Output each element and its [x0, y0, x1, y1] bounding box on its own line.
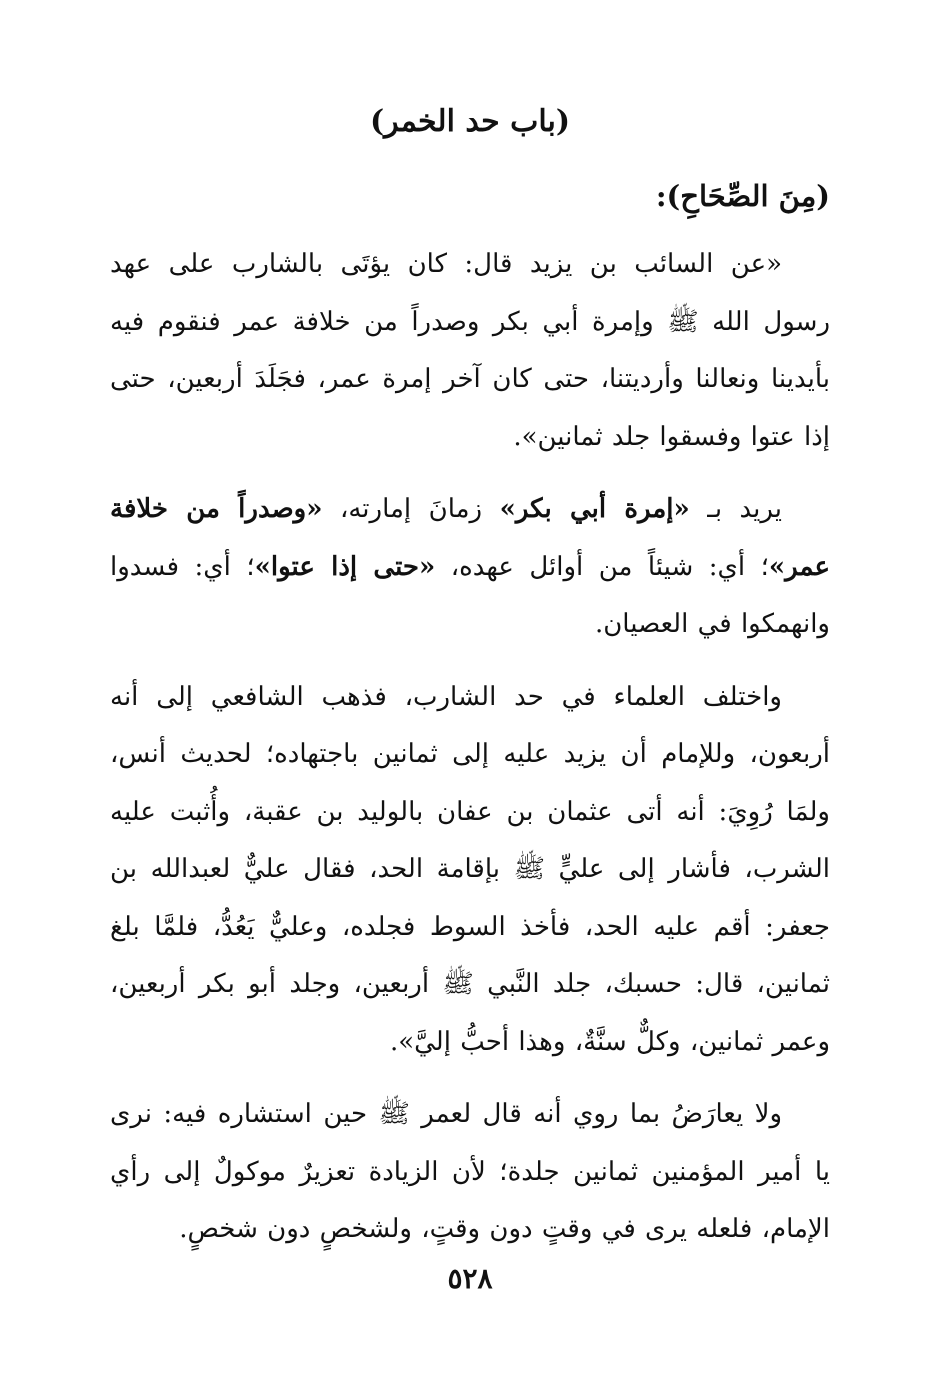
quoted-phrase: «حتى إذا عتوا» — [254, 551, 436, 582]
explanation-text: زمانَ إمارته، — [322, 494, 500, 524]
conclusion-paragraph: ولا يعارَضُ بما روي أنه قال لعمر ﷺ حين استشاره فيه: نرى يا أمير المؤمنين ثمانين جلدة؛ لأن الزيادة تعزيرٌ موكولٌ إلى رأي الإمام، فلعله يرى في وقتٍ دون وقتٍ، ولشخصٍ دون شخصٍ. — [110, 1099, 830, 1244]
explanation-text: ؛ أي: فسدوا وانهمكوا في العصيان. — [110, 551, 830, 639]
explanation-text: يريد بـ — [689, 494, 782, 524]
quoted-phrase: «وصدراً من خلافة عمر» — [110, 494, 830, 582]
scholars-paragraph: واختلف العلماء في حد الشارب، فذهب الشافعي إلى أنه أربعون، وللإمام أن يزيد عليه إلى ثمانين باجتهاده؛ لحديث أنس، ولمَا رُوِيَ: أنه أتى عثمان بن عفان بالوليد بن عقبة، وأُثبت عليه الشرب، فأشار إلى عليٍّ ﷺ بإقامة الحد، فقال عليٌّ لعبدالله بن جعفر: أقم عليه الحد، فأخذ السوط فجلده، وعليٌّ يَعُدُّ، فلمَّا بلغ ثمانين، قال: حسبك، جلد النَّبي ﷺ أربعين، وجلد أبو بكر أربعين، وعمر ثمانين، وكلٌّ سنَّةٌ، وهذا أحبُّ إليَّ». — [110, 681, 830, 1057]
explanation-text: ؛ أي: شيئاً من أوائل عهده، — [435, 551, 769, 582]
chapter-title: (باب حد الخمر) — [369, 104, 571, 139]
section-heading: (مِنَ الصِّحَاحِ): — [655, 179, 830, 213]
page-number: ٥٢٨ — [447, 1262, 493, 1295]
quoted-phrase: «إمرة أبي بكر» — [499, 494, 690, 524]
explanation-paragraph — [110, 481, 830, 654]
hadith-paragraph: «عن السائب بن يزيد قال: كان يؤتَى بالشارب على عهد رسول الله ﷺ وإمرة أبي بكر وصدراً من خلافة عمر فنقوم فيه بأيدينا ونعالنا وأرديتنا، حتى كان آخر إمرة عمر، فجَلَدَ أربعين، حتى إذا عتوا وفسقوا جلد ثمانين». — [110, 249, 830, 452]
